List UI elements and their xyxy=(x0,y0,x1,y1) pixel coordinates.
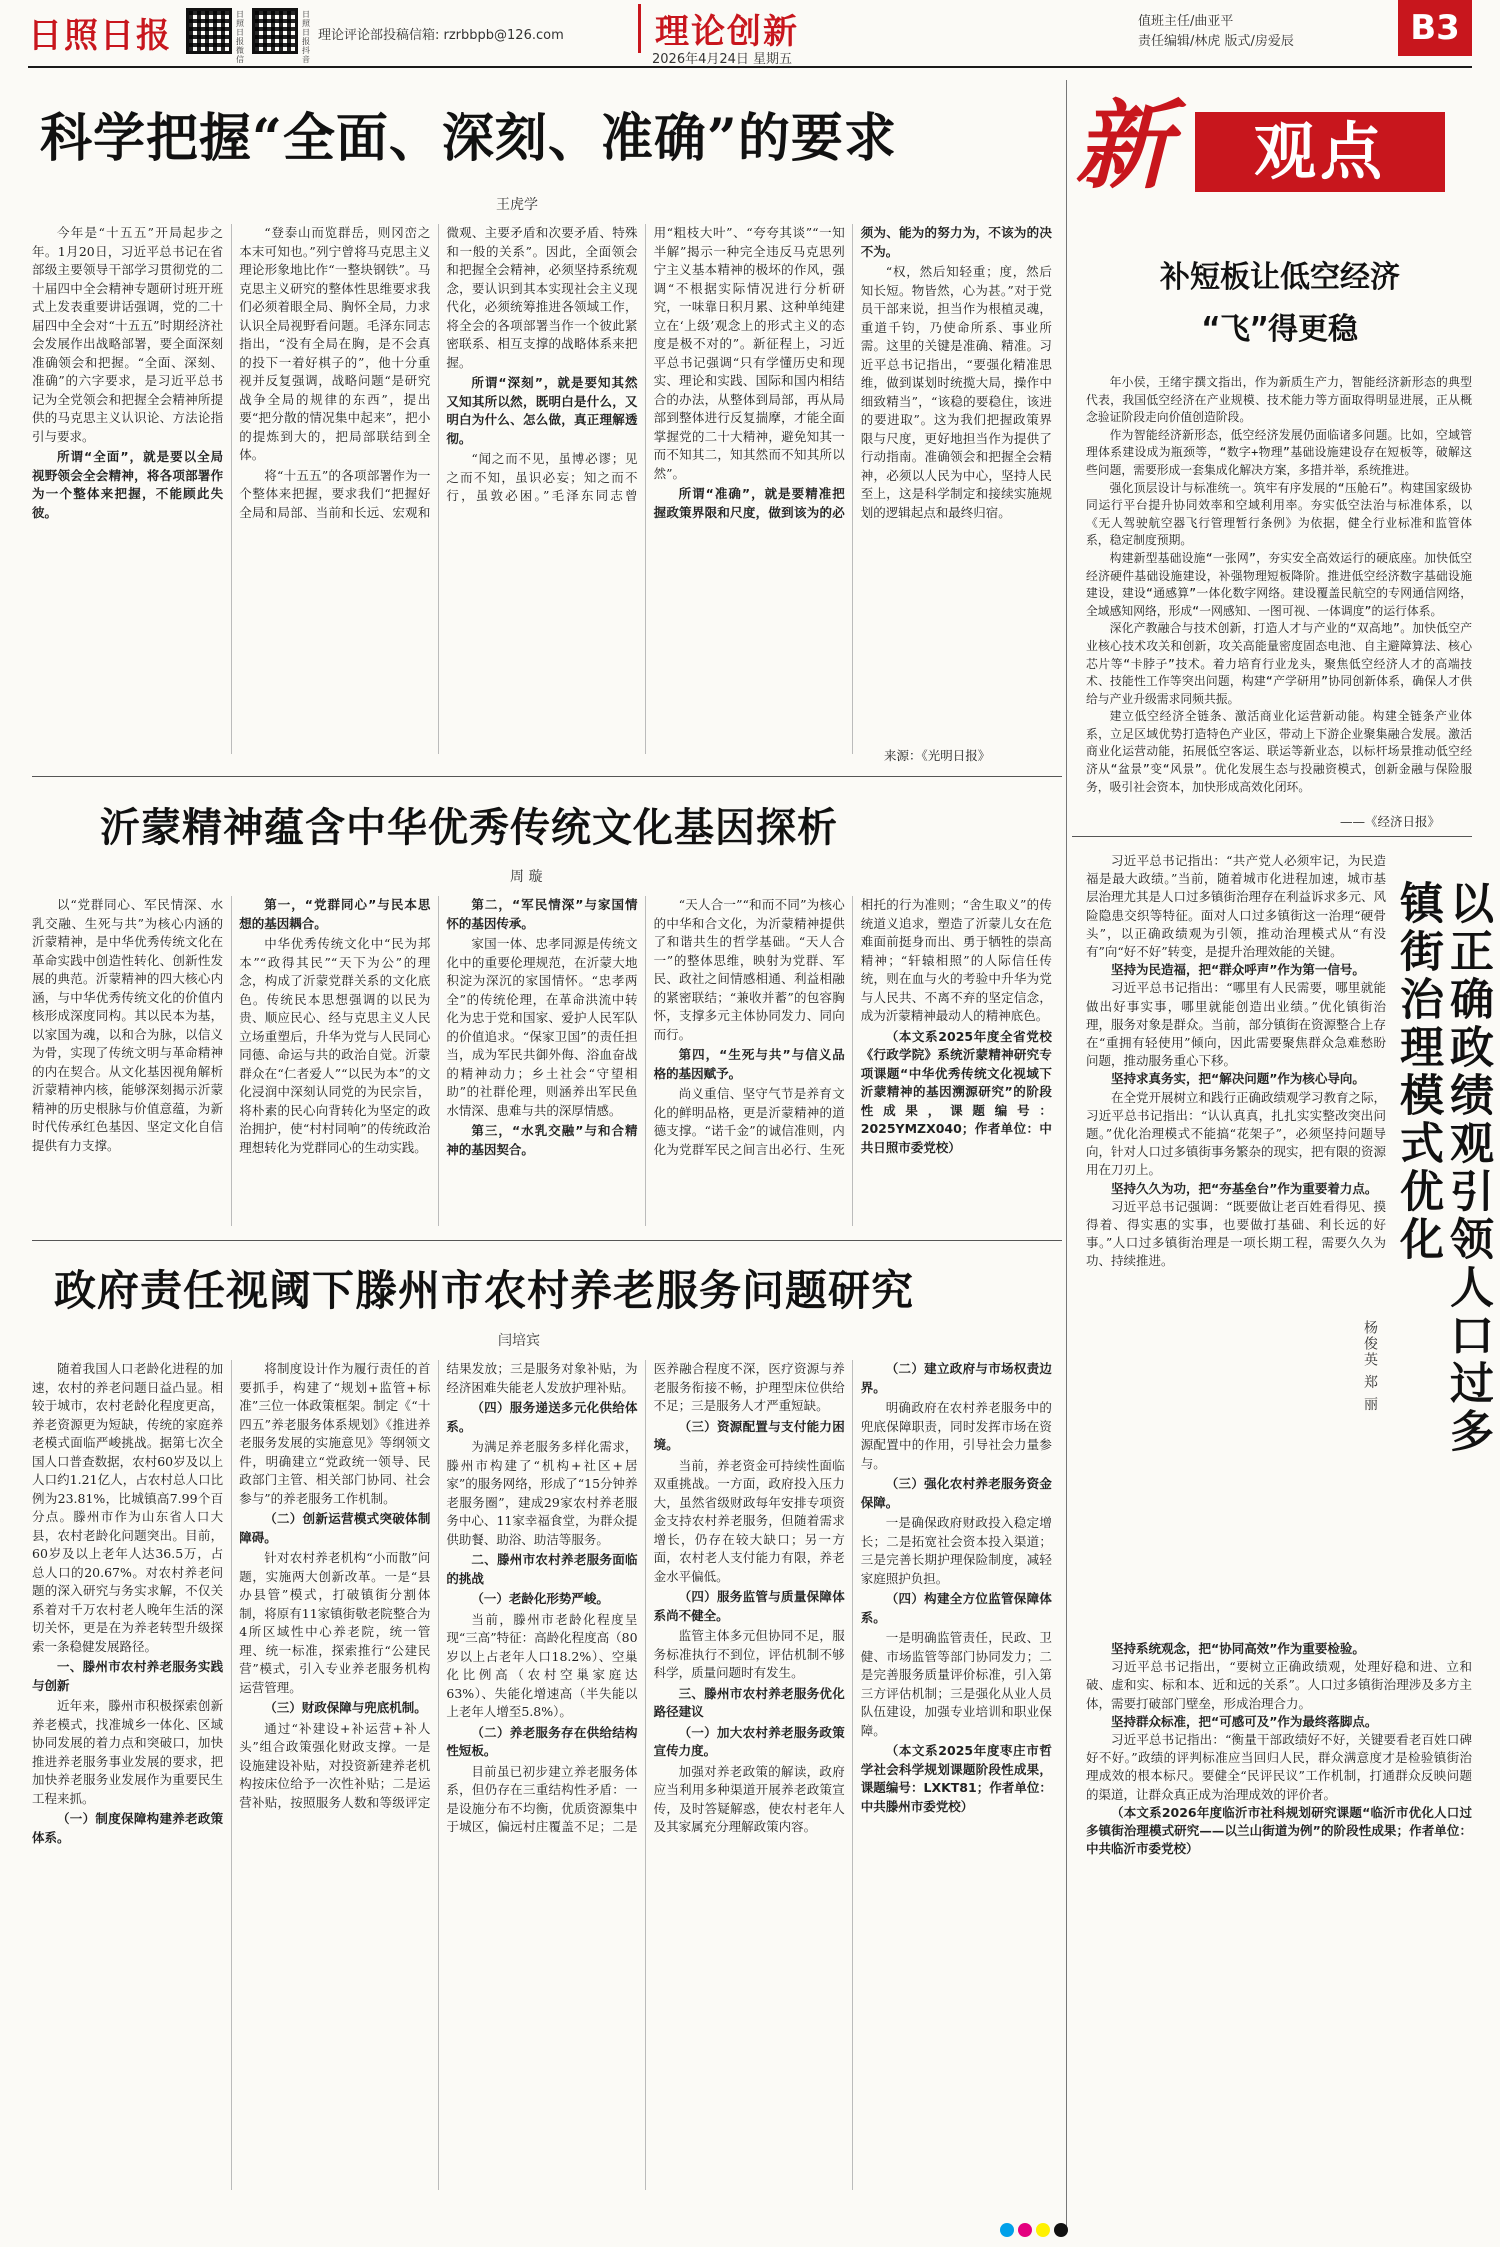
paragraph: 将制度设计作为履行责任的首要抓手，构建了“规划+监管+标准”三位一体政策框架。制定《“十四五”养老服务体系规划》《推进养老服务发展的实施意见》等纲领文件，明确建立“党政统一领导、民政部门主管、相关部门协同、社会参与”的养老服务工作机制。 xyxy=(239,1361,431,1506)
sidebar-source: ——《经济日报》 xyxy=(1340,814,1441,829)
paragraph: （一）老龄化形势严峻。 xyxy=(471,1591,609,1606)
article2-body xyxy=(32,896,1052,1226)
sidebar-headline xyxy=(1100,252,1460,356)
paragraph: （三）财政保障与兜底机制。 xyxy=(264,1700,427,1715)
paragraph: 目前虽已初步建立养老服务体系，但仍存在三重结构性矛盾：一是设施分布不均衡，优质资源集中于城区，偏远村庄覆盖不足；二是医养融合程度不深，医疗资源与养老服务衔接不畅，护理型床位供给不足；三是服务人才严重短缺。 xyxy=(446,1361,845,1834)
paragraph: 所谓“深刻”，就是要知其然又知其所以然，既明白是什么，又明白为什么、怎么做，真正理解透彻。 xyxy=(446,375,638,446)
article2-headline: 沂蒙精神蕴含中华优秀传统文化基因探析 xyxy=(100,804,838,851)
paragraph: “权，然后知轻重；度，然后知长短。物皆然，心为甚。”对于党员干部来说，担当作为根植灵魂，重道千钧，乃使命所系、事业所需。这里的关键是准确、精准。习近平总书记指出，“要强化精准思维，做到谋划时统揽大局，操作中细致精当”，“该稳的要稳住，该进的要进取”。这为我们把握政策界限与尺度，更好地担当作为提供了行动指南。准确领会和把握全会精神，必须以人民为中心，坚持人民至上，这是科学制定和接续实施规划的逻辑起点和最终归宿。 xyxy=(860,264,1052,520)
paragraph: 习近平总书记强调：“既要做让老百姓看得见、摸得着、得实惠的实事，也要做打基础、利长远的好事。”人口过多镇街治理是一项长期工程，需要久久为功、持续推进。 xyxy=(1086,1198,1386,1269)
qr-code-icon[interactable] xyxy=(186,8,232,54)
article1-byline: 王虎学 xyxy=(496,197,538,213)
paragraph: 建立低空经济全链条、激活商业化运营新动能。构建全链条产业体系，立足区域优势打造特色产业区，带动上下游企业聚集融合发展。激活商业化运营动能，拓展低空客运、联运等新业态，以标杆场景推动低空经济从“盆景”变“风景”。优化发展生态与投融资模式，创新金融与保险服务，吸引社会资本，加快形成高效化闭环。 xyxy=(1086,709,1472,794)
paragraph: 明确政府在农村养老服务中的兜底保障职责，同时发挥市场在资源配置中的作用，引导社会力量参与。 xyxy=(860,1400,1052,1471)
article3-byline: 闫培宾 xyxy=(498,1333,540,1349)
article4-byline: 杨俊英 郑 丽 xyxy=(1362,1320,1378,1413)
color-dot xyxy=(1054,2223,1068,2237)
sidebar-headline-line: “飞”得更稳 xyxy=(1201,312,1359,347)
paragraph: 将“十五五”的各项部署作为一个整体来把握，要求我们“把握好全局和局部、当前和长远、宏观和微观、主要矛盾和次要矛盾、特殊和一般的关系”。因此，全面领会和把握全会精神，必须坚持系统观念，要认识到其本实现社会主义现代化，必须统筹推进各领域工作，将全会的各项部署当作一个彼此紧密联系、相互支撑的战略体系来把握。 xyxy=(239,225,638,520)
paragraph: 一是确保政府财政投入稳定增长；二是拓宽社会资本投入渠道；三是完善长期护理保险制度，减轻家庭照护负担。 xyxy=(860,1515,1052,1586)
paragraph: 习近平总书记指出：“衡量干部政绩好不好，关键要看老百姓口碑好不好。”政绩的评判标准应当回归人民，群众满意度才是检验镇街治理成效的根本标尺。要健全“民评民议”工作机制，打通群众反映问题的渠道，让群众真正成为治理成效的评价者。 xyxy=(1086,1732,1472,1802)
section-title: 理论创新 xyxy=(638,4,799,53)
article4-headline: 以正确政绩观引领人口过多镇街治理模式优化 xyxy=(1392,880,1493,1456)
paragraph: 监管主体多元但协同不足，服务标准执行不到位，评估机制不够科学，质量问题时有发生。 xyxy=(653,1628,845,1680)
paragraph: 以“党群同心、军民情深、水乳交融、生死与共”为核心内涵的沂蒙精神，是中华优秀传统文化在革命实践中创造性转化、创新性发展的典范。沂蒙精神的四大核心内涵，与中华优秀传统文化的价值内核形成深度同构。其以民本为基，以家国为魂，以和合为脉，以信义为骨，实现了传统文明与革命精神的内在契合。从文化基因视角解析沂蒙精神内核，能够深刻揭示沂蒙精神的历史根脉与价值意蕴，为新时代传承红色基因、坚定文化自信提供有力支撑。 xyxy=(32,897,224,1153)
print-registration-marks xyxy=(1000,2222,1072,2241)
section-divider xyxy=(1072,836,1472,837)
paragraph: 习近平总书记指出：“哪里有人民需要，哪里就能做出好事实事，哪里就能创造出业绩。”优化镇街治理，服务对象是群众。当前，部分镇街在资源整合上存在“重拥有轻使用”倾向，因此需要聚焦群众急难愁盼问题，推动服务重心下移。 xyxy=(1086,980,1386,1069)
paragraph: 近年来，滕州市积极探索创新养老模式，找准城乡一体化、区域协同发展的着力点和突破口，加快推进养老服务事业发展的要求，把加快养老服务业发展作为重要民生工程来抓。 xyxy=(32,1698,224,1806)
sidebar-headline-line: 补短板让低空经济 xyxy=(1160,260,1400,295)
paragraph: 坚持求真务实，把“解决问题”作为核心导向。 xyxy=(1111,1071,1365,1087)
paragraph: 针对农村养老机构“小而散”问题，实施两大创新改革。一是“县办县管”模式，打破镇街分割体制，将原有11家镇街敬老院整合为4所区域性中心养老院，统一管理、统一标准，探索推行“公建民营”模式，引入专业养老服务机构运营管理。 xyxy=(239,1550,431,1695)
paragraph: 作为智能经济新形态，低空经济发展仍面临诸多问题。比如，空域管理体系建设成为瓶颈等，“数字+物理”基础设施建设存在短板等，破解这些问题，需要形成一套集成化解决方案，多措并举，系统推进。 xyxy=(1086,427,1472,477)
paragraph: 深化产教融合与技术创新，打造人才与产业的“双高地”。加快低空产业核心技术攻关和创新，攻关高能量密度固态电池、自主避障算法、核心芯片等“卡脖子”技术。着力培育行业龙头，聚焦低空经济人才的高端技术、技能性工作等突出问题，构建“产学研用”协同创新体系，确保人才供给与产业升级需求同频共振。 xyxy=(1086,621,1472,706)
paragraph: 在全党开展树立和践行正确政绩观学习教育之际，习近平总书记指出：“认认真真，扎扎实实整改突出问题。”优化治理模式不能搞“花架子”，必须坚持问题导向，针对人口过多镇街事务繁杂的现实，把有限的资源用在刀刃上。 xyxy=(1086,1089,1386,1178)
paragraph: 一是明确监管责任，民政、卫健、市场监管等部门协同发力；二是完善服务质量评价标准，引入第三方评估机制；三是强化从业人员队伍建设，加强专业培训和职业保障。 xyxy=(860,1630,1052,1738)
newspaper-logo: 日照日报 xyxy=(28,16,172,56)
paragraph: 中华优秀传统文化中“民为邦本”“政得其民”“天下为公”的理念，构成了沂蒙党群关系的文化底色。传统民本思想强调的以民为贵、顺应民心、经与克思主义人民立场重塑后，升华为党与人民同心同德、命运与共的政治自觉。沂蒙群众在“仁者爱人”“以民为本”的文化浸润中深刻认同党的为民宗旨，将朴素的民心向背转化为坚定的政治拥护，使“村村同响”的传统政治理想转化为党群同心的生动实践。 xyxy=(239,936,431,1155)
paragraph: （二）建立政府与市场权责边界。 xyxy=(860,1361,1052,1395)
masthead xyxy=(28,0,1472,68)
paragraph: 坚持为民造福，把“群众呼声”作为第一信号。 xyxy=(1111,962,1365,978)
paragraph: 第四，“生死与共”与信义品格的基因赋予。 xyxy=(653,1047,845,1081)
color-dot xyxy=(1036,2223,1050,2237)
paragraph: （三）资源配置与支付能力困境。 xyxy=(653,1418,845,1452)
paragraph: 所谓“全面”，就是要以全局视野领会全会精神，将各项部署作为一个整体来把握，不能顾此失彼。 xyxy=(32,449,224,520)
issue-date: 2026年4月24日 星期五 xyxy=(652,52,793,67)
paragraph: （三）强化农村养老服务资金保障。 xyxy=(860,1476,1052,1510)
article1-source: 来源：《光明日报》 xyxy=(884,748,991,763)
article1-headline: 科学把握“全面、深刻、准确”的要求 xyxy=(40,108,897,169)
paragraph: 坚持系统观念，把“协同高效”作为重要检验。 xyxy=(1111,1641,1365,1656)
paragraph: “闻之而不见，虽博必谬；见之而不知，虽识必妄；知之而不行，虽敦必困。”毛泽东同志曾用“粗枝大叶”、“夸夸其谈”“一知半解”揭示一种完全违反马克思列宁主义基本精神的极坏的作风，强调“不根据实际情况进行分析研究，一味靠日积月累、这种单纯建立在‘上级’观念上的形式主义的态度是极不对的”。新征程上，习近平总书记强调“只有学懂历史和现实、理论和实践、国际和国内相结合的办法，从整体到局部，再从局部到整体进行反复揣摩，才能全面掌握党的二十大精神，避免知其一而不知其二，知其然而不知其所以然”。 xyxy=(446,225,845,503)
page-number: B3 xyxy=(1398,0,1472,56)
paragraph: 随着我国人口老龄化进程的加速，农村的养老问题日益凸显。相较于城市，农村老龄化程度更高，养老资源更为短缺，传统的家庭养老模式面临严峻挑战。据第七次全国人口普查数据，农村60岁及以上人口约1.21亿人，占农村总人口比例为23.81%，比城镇高7.99个百分点。滕州市作为山东省人口大县，农村老龄化问题突出。目前，60岁及以上老年人达36.5万，占总人口的20.67%。对农村养老问题的深入研究与务实求解，不仅关系着对千万农村老人晚年生活的深切关怀，更是在为养老转型升级探索一条稳健发展路径。 xyxy=(32,1361,224,1654)
paragraph: 当前，滕州市老龄化程度呈现“三高”特征：高龄化程度高（80岁以上占老年人口18.2%）、空巢化比例高（农村空巢家庭达63%）、失能化增速高（半失能以上老年人增至5.8%）。 xyxy=(446,1611,638,1719)
paragraph: 二、滕州市农村养老服务面临的挑战 xyxy=(446,1552,638,1586)
paragraph: （四）构建全方位监管保障体系。 xyxy=(860,1591,1052,1625)
section-divider xyxy=(32,776,1062,777)
paragraph: （二）创新运营模式突破体制障碍。 xyxy=(239,1511,431,1545)
submission-email[interactable]: 理论评论部投稿信箱: rzrbbpb@126.com xyxy=(318,28,564,43)
paragraph: 习近平总书记指出：“共产党人必须牢记，为民造福是最大政绩。”当前，随着城市化进程加速，城市基层治理尤其是人口过多镇街治理存在利益诉求多元、风险隐患交织等特征。面对人口过多镇街这一治理“硬骨头”，以正确政绩观为引领，推动治理模式从“有没有”向“好不好”转变，是提升治理效能的关键。 xyxy=(1086,853,1386,960)
qr-left-label: 日照日报微信 xyxy=(236,10,244,64)
paragraph: 所谓“准确”，就是要精准把握政策界限和尺度，做到该为的必须为、能为的努力为，不该为的决不为。 xyxy=(653,225,1052,520)
column-divider xyxy=(1066,80,1067,2230)
paragraph: 构建新型基础设施“一张网”，夯实安全高效运行的硬底座。加快低空经济硬件基础设施建设，补强物理短板降阶。推进低空经济数字基础设施建设，建设“通感算”一体化数字网络。建设覆盖民航空的专网通信网络，全域感知网络，形成“一网感知、一图可视、一体调度”的运行体系。 xyxy=(1086,550,1472,618)
paragraph: （二）养老服务存在供给结构性短板。 xyxy=(446,1724,638,1758)
qr-right-label: 日照日报抖音 xyxy=(302,10,310,64)
article3-note: （本文系2025年度枣庄市哲学社会科学规划课题阶段性成果，课题编号：LXKT81；作者单位：中共滕州市委党校） xyxy=(860,1743,1052,1814)
duty-editor: 值班主任/曲亚平 xyxy=(1138,14,1234,29)
editor-credits xyxy=(1138,12,1294,52)
paragraph: 一、滕州市农村养老服务实践与创新 xyxy=(32,1659,224,1693)
article4-body-lower xyxy=(1086,1640,1472,2160)
paragraph: “登泰山而览群岳，则冈峦之本末可知也。”列宁曾将马克思主义理论形象地比作“一整块钢铁”。马克思主义研究的整体性思维要求我们必须着眼全局、胸怀全局，力求认识全局视野看问题。毛泽东同志指出，“没有全局在胸，是不会真的投下一着好棋子的”，他十分重视并反复强调，战略问题“是研究战争全局的规律的东西”，提出要“把分散的情况集中起来”，把小的提炼到大的，把局部联结到全体。 xyxy=(239,225,431,462)
paragraph: 第三，“水乳交融”与和合精神的基因契合。 xyxy=(446,1123,638,1157)
paragraph: 尚义重信、坚守气节是养育文化的鲜明品格，更是沂蒙精神的道德支撑。“诺千金”的诚信准则，内化为党群军民之间言出必行、生死相托的行为准则；“舍生取义”的传统道义追求，塑造了沂蒙儿女在危难面前挺身而出、勇于牺牲的崇高精神；“轩辕相照”的人际信任传统，则在血与火的考验中升华为党与人民共、不离不弃的坚定信念，成为沂蒙精神最动人的精神底色。 xyxy=(653,897,1052,1157)
sidebar-body xyxy=(1086,374,1472,814)
paragraph: （四）服务递送多元化供给体系。 xyxy=(446,1400,638,1434)
paragraph: 习近平总书记指出，“要树立正确政绩观，处理好稳和进、立和破、虚和实、标和本、近和远的关系”。人口过多镇街治理涉及多方主体，需要打破部门壁垒，形成治理合力。 xyxy=(1086,1659,1472,1711)
brand-new-glyph: 新 xyxy=(1075,89,1171,202)
article2-note: （本文系2025年度全省党校《行政学院》系统沂蒙精神研究专项课题“中华优秀传统文化视域下沂蒙精神的基因溯源研究”的阶段性成果，课题编号：2025YMZX040；作者单位：中共日照市委党校） xyxy=(860,1028,1052,1155)
paragraph: 第一，“党群同心”与民本思想的基因耦合。 xyxy=(239,897,431,931)
article3-body xyxy=(32,1360,1052,2190)
paragraph: 为满足养老服务多样化需求，滕州市构建了“机构+社区+居家”的服务网络，形成了“15分钟养老服务圈”，建成29家农村养老服务中心、11家幸福食堂，为群众提供助餐、助浴、助洁等服务。 xyxy=(446,1439,638,1547)
paragraph: 加强对养老政策的解读，政府应当利用多种渠道开展养老政策宣传，及时答疑解惑，使农村老年人及其家属充分理解政策内容。 xyxy=(653,1763,845,1834)
article2-byline: 周 璇 xyxy=(510,869,543,885)
paragraph: 家国一体、忠孝同源是传统文化中的重要伦理规范，在沂蒙大地积淀为深沉的家国情怀。“忠孝两全”的传统伦理，在革命洪流中转化为忠于党和国家、爱护人民军队的价值追求。“保家卫国”的责任担当，成为军民共御外侮、浴血奋战的精神动力；乡土社会“守望相助”的社群伦理，则涵养出军民鱼水情深、患难与共的深厚情感。 xyxy=(446,936,638,1118)
paragraph: （一）加大农村养老服务政策宣传力度。 xyxy=(653,1724,845,1758)
paragraph: 第二，“军民情深”与家国情怀的基因传承。 xyxy=(446,897,638,931)
section-divider xyxy=(32,1240,1062,1241)
qr-code-icon[interactable] xyxy=(252,8,298,54)
color-dot xyxy=(1000,2223,1014,2237)
article4-note: （本文系2026年度临沂市社科规划研究课题“临沂市优化人口过多镇街治理模式研究——以兰山街道为例”的阶段性成果；作者单位：中共临沂市委党校） xyxy=(1086,1804,1472,1857)
paragraph: 强化顶层设计与标准统一。筑牢有序发展的“压舱石”。构建国家级协同运行平台提升协同效率和空域利用率。夯实低空法治与标准体系，以《无人驾驶航空器飞行管理暂行条例》为依据，健全行业标准和监管体系，稳定制度预期。 xyxy=(1086,480,1472,548)
layout-editor: 责任编辑/林虎 版式/房爱辰 xyxy=(1138,34,1294,49)
paragraph: 年小侯，王绪宇撰文指出，作为新质生产力，智能经济新形态的典型代表，我国低空经济在产业规模、技术能力等方面取得明显进展，正从概念验证阶段走向价值创造阶段。 xyxy=(1086,375,1472,425)
paragraph: （一）制度保障构建养老政策体系。 xyxy=(32,1811,224,1845)
paragraph: 通过“补建设+补运营+补人头”组合政策强化财政支撑。一是设施建设补贴，对投资新建养老机构按床位给予一次性补贴；二是运营补贴，按照服务人数和等级评定结果发放；三是服务对象补贴，为经济困难失能老人发放护理补贴。 xyxy=(239,1361,638,1810)
paragraph: “天人合一”“和而不同”为核心的中华和合文化，为沂蒙精神提供了和谐共生的哲学基础。“天人合一”的整体思维，映射为党群、军民、政社之间情感相通、利益相融的紧密联结；“兼收并蓄”的包容胸怀，支撑多元主体协同发力、同向而行。 xyxy=(653,897,845,1042)
brand-view-badge: 观点 xyxy=(1195,112,1445,192)
color-dot xyxy=(1018,2223,1032,2237)
paragraph: 三、滕州市农村养老服务优化路径建议 xyxy=(653,1685,845,1719)
article1-body xyxy=(32,224,1052,754)
article4-body-upper xyxy=(1086,852,1386,1632)
paragraph: 坚持久久为功，把“夯基垒台”作为重要着力点。 xyxy=(1111,1180,1378,1196)
paragraph: （四）服务监管与质量保障体系尚不健全。 xyxy=(653,1589,845,1623)
article3-headline: 政府责任视阈下滕州市农村养老服务问题研究 xyxy=(54,1266,915,1315)
paragraph: 今年是“十五五”开局起步之年。1月20日，习近平总书记在省部级主要领导干部学习贯彻党的二十届四中全会精神专题研讨班开班式上发表重要讲话强调，党的二十届四中全会对“十五五”时期经济社会发展作出战略部署，要全面深刻准确领会和把握。“全面、深刻、准确”的六字要求，是习近平总书记为全党领会和把握全会精神所提供的马克思主义认识论、方法论指引与要求。 xyxy=(32,225,224,444)
paragraph: 坚持群众标准，把“可感可及”作为最终落脚点。 xyxy=(1111,1713,1378,1729)
paragraph: 当前，养老资金可持续性面临双重挑战。一方面，政府投入压力大，虽然省级财政每年安排专项资金支持农村养老服务，但随着需求增长，仍存在较大缺口；另一方面，农村老人支付能力有限，养老金水平偏低。 xyxy=(653,1457,845,1584)
